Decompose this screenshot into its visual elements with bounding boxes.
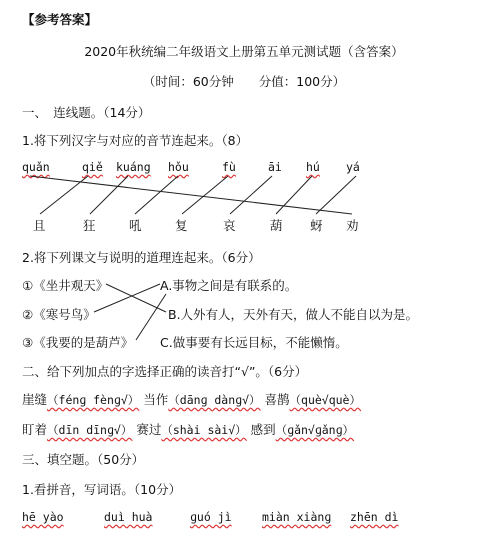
word-saiguo: 赛过	[136, 422, 162, 437]
line-qie	[40, 176, 88, 214]
hanzi-7: 蚜	[310, 218, 323, 233]
pinyin-word-2: duì huà	[104, 510, 153, 524]
moral-b: B.人外有人，天外有天，做人不能自以为是。	[168, 307, 419, 322]
pinyin-8: yá	[346, 160, 360, 174]
pinyin-1: quǎn	[22, 160, 50, 174]
hanzi-2: 狂	[83, 218, 96, 233]
pinyin-word-5: zhēn dì	[350, 510, 399, 524]
section1-heading: 一、 连线题。（14分）	[22, 105, 151, 120]
q1-prompt: 1.将下列汉字与对应的音节连起来。（8）	[22, 133, 249, 148]
choice-yafeng: （fénɡ fènɡ√）	[47, 393, 140, 407]
hanzi-8: 劝	[346, 218, 359, 233]
choice-saiguo: （shài sài√）	[161, 423, 247, 437]
pinyin-word-1: hē yào	[22, 510, 64, 524]
moral-c: C.做事要有长远目标，不能懒惰。	[160, 335, 348, 350]
story-2: ②《寒号鸟》	[22, 307, 96, 322]
line-story3	[136, 294, 166, 340]
line-ai	[230, 176, 272, 214]
hanzi-4: 复	[175, 218, 188, 233]
reading-row-2	[22, 420, 354, 438]
pinyin-5: fù	[222, 160, 236, 174]
choice-gandao: （ɡǎn√ɡǎnɡ）	[275, 423, 355, 437]
line-hou	[135, 176, 178, 214]
word-xique: 喜鹊	[264, 392, 290, 407]
pinyin-3: kuáng	[116, 160, 151, 174]
choice-xique: （què√què）	[289, 393, 361, 407]
hanzi-5: 哀	[223, 218, 236, 233]
story-3: ③《我要的是葫芦》	[22, 335, 134, 350]
answer-header: 【参考答案】	[22, 12, 98, 27]
choice-dangzuo: （dānɡ dànɡ√）	[168, 393, 261, 407]
moral-a: A.事物之间是有联系的。	[160, 278, 298, 293]
page-subtitle: （时间：60分钟 分值：100分）	[142, 74, 346, 89]
pinyin-4: hǒu	[168, 160, 189, 174]
section2-heading: 二、给下列加点的字选择正确的读音打“√”。（6分）	[22, 364, 308, 379]
section3-heading: 三、填空题。（50分）	[22, 452, 145, 467]
pinyin-7: hú	[306, 160, 320, 174]
hanzi-6: 葫	[270, 218, 283, 233]
pinyin-word-3: ɡuó jì	[190, 510, 232, 524]
hanzi-1: 且	[33, 218, 46, 233]
reading-row-1	[22, 390, 361, 408]
line-ya	[316, 176, 356, 214]
pinyin-2: qiě	[82, 160, 103, 174]
word-dingzhe: 盯着	[22, 422, 48, 437]
word-yafeng: 崖缝	[22, 392, 48, 407]
word-gandao: 感到	[250, 422, 276, 437]
pinyin-word-4: miàn xiànɡ	[262, 510, 332, 524]
line-story2	[94, 284, 160, 312]
story-1: ①《坐井观天》	[22, 278, 109, 293]
word-dangzuo: 当作	[143, 392, 169, 407]
page-title: 2020年秋统编二年级语文上册第五单元测试题（含答案）	[84, 44, 404, 59]
line-quan	[30, 176, 352, 214]
pinyin-6: āi	[268, 160, 282, 174]
s3-q1-prompt: 1.看拼音，写词语。（10分）	[22, 482, 182, 497]
line-kuang	[90, 176, 128, 214]
hanzi-3: 吼	[129, 218, 142, 233]
q2-prompt: 2.将下列课文与说明的道理连起来。（6分）	[22, 250, 261, 265]
choice-dingzhe: （dīn dīnɡ√）	[47, 423, 133, 437]
